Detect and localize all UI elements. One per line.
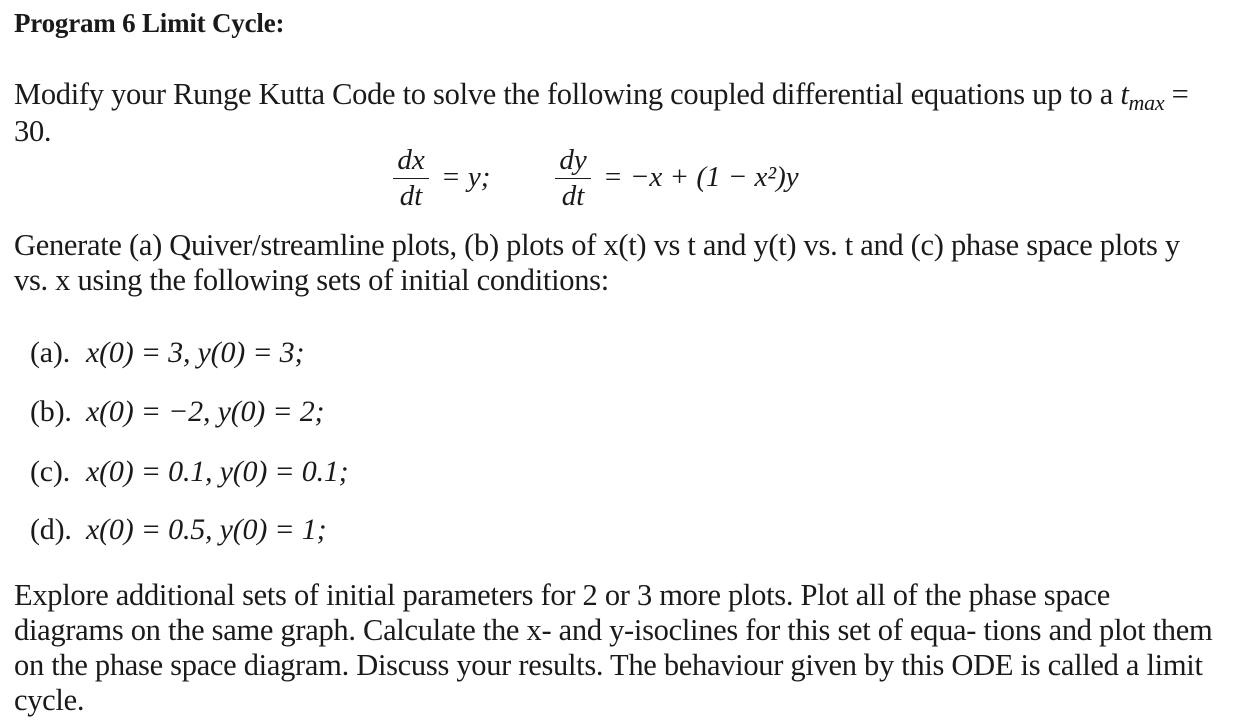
item-label: (a). [30, 336, 70, 369]
intro-paragraph [14, 77, 1214, 149]
frac-denominator: dt [561, 180, 585, 212]
intro-tail: = 30. [14, 77, 1189, 148]
item-expression: x(0) = 0.1, y(0) = 0.1; [86, 455, 349, 488]
fraction-bar [393, 178, 429, 179]
initial-condition-item [30, 513, 326, 547]
generate-paragraph: Generate (a) Quiver/streamline plots, (b) plots of x(t) vs t and y(t) vs. t and (c) phase space plots y vs. x using the following sets of initial conditions: [14, 228, 1180, 297]
t-subscript: max [1128, 90, 1165, 115]
item-label: (b). [30, 395, 72, 428]
item-expression: x(0) = −2, y(0) = 2; [86, 395, 325, 428]
t-variable: t [1120, 77, 1129, 111]
initial-condition-item [30, 455, 348, 489]
closing-paragraph: Explore additional sets of initial parameters for 2 or 3 more plots. Plot all of the phase space diagrams on the same graph. Calculate the x- and y-isoclines for this set of equa- tions and plot them on the phase space diagram. Discuss your results. The behaviour given by this ODE is called a limit cycle. [14, 578, 1213, 717]
initial-condition-item [30, 336, 304, 370]
item-label: (c). [30, 455, 70, 488]
frac-numerator: dy [559, 144, 587, 176]
item-label: (d). [30, 513, 72, 546]
item-expression: x(0) = 3, y(0) = 3; [86, 336, 305, 369]
intro-text: Modify your Runge Kutta Code to solve the following coupled differential equations up to a [14, 77, 1121, 111]
initial-condition-item [30, 395, 324, 429]
item-expression: x(0) = 0.5, y(0) = 1; [86, 513, 327, 546]
equation-dx-rhs: = y; [441, 161, 491, 193]
program-title: Program 6 Limit Cycle: [14, 8, 285, 38]
frac-denominator: dt [399, 180, 423, 212]
frac-numerator: dx [397, 144, 425, 176]
fraction-bar [555, 178, 591, 179]
equation-dy-rhs: = −x + (1 − x²)y [603, 161, 799, 193]
